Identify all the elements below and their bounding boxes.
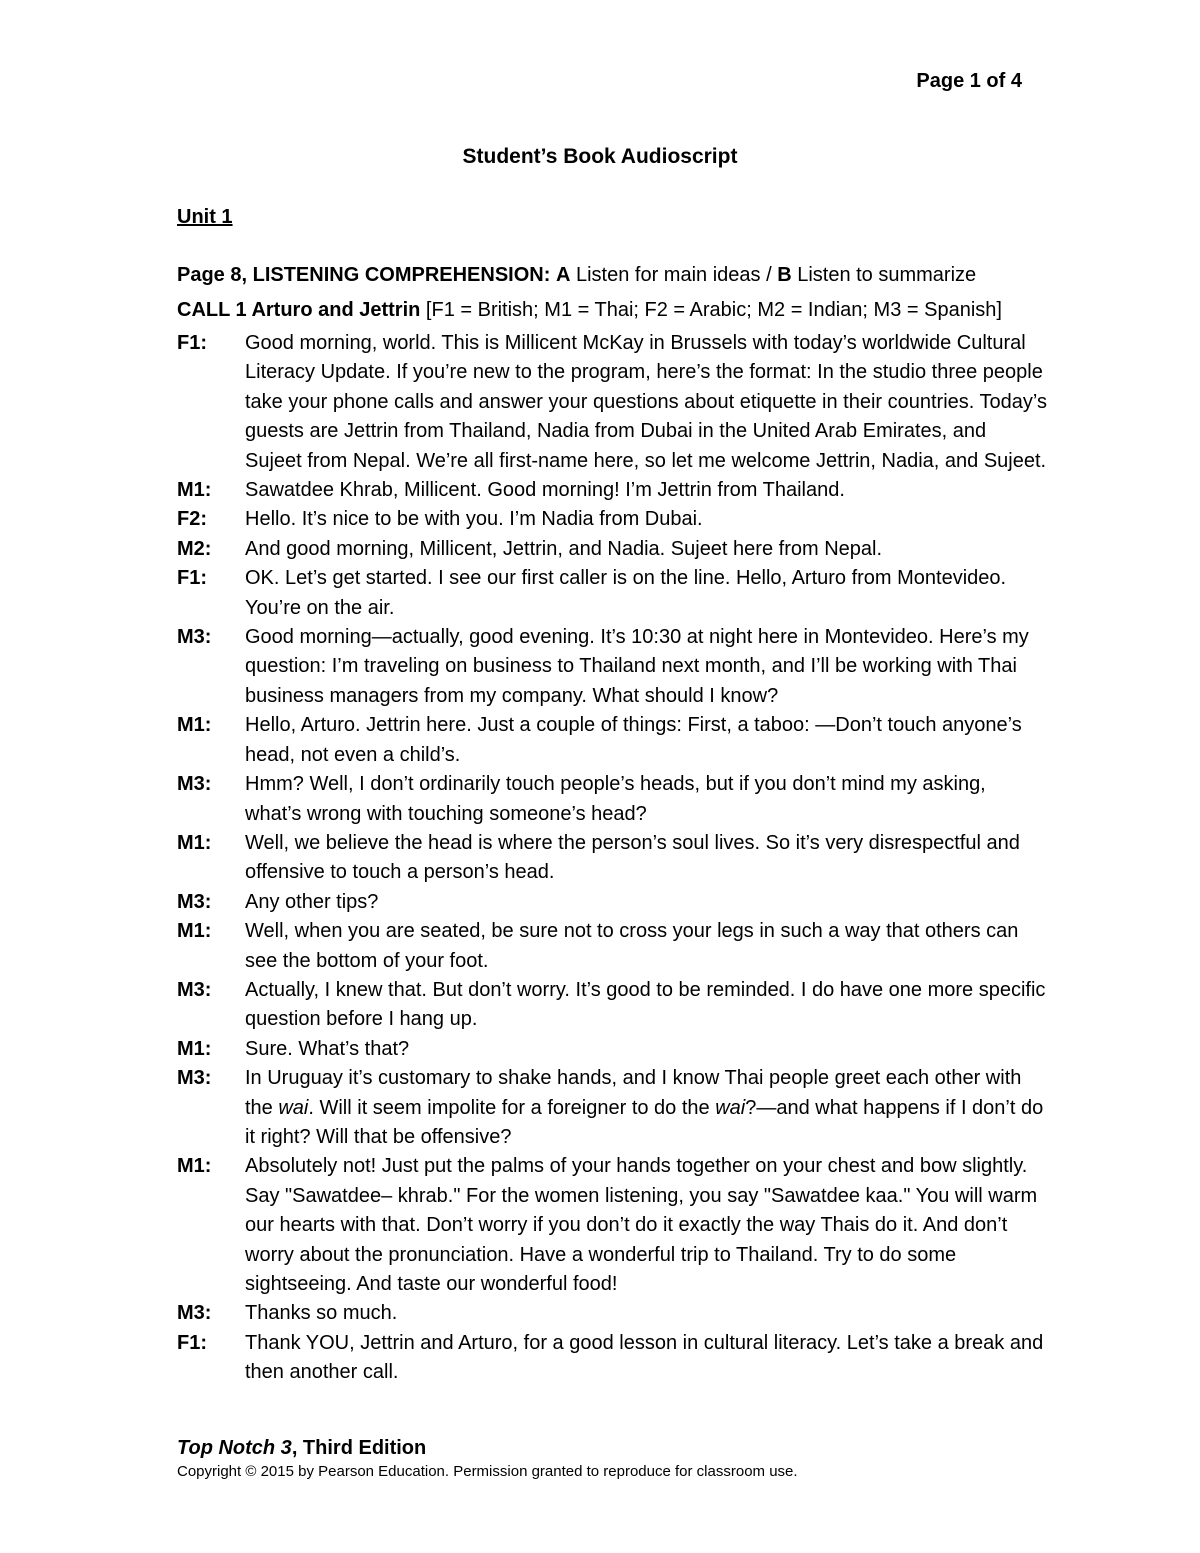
speaker-text: Good morning—actually, good evening. It’s 10:30 at night here in Montevideo. Here’s my question: I’m traveling on business to Thailand next month, and I’ll be working with Thai business managers from my company. What should I know? — [245, 626, 1029, 707]
dialogue-turn — [177, 711, 1047, 770]
dialogue-turn — [177, 505, 1047, 534]
text-segment: ?—and what happens if I don’t do it right? Will that be offensive? — [245, 1096, 1044, 1148]
dialogue-turn — [177, 770, 1047, 829]
speaker-label: M1: — [177, 1037, 212, 1060]
italic-term: wai — [715, 1096, 746, 1119]
page-number: Page 1 of 4 — [916, 70, 1022, 92]
section-label: Page 8, LISTENING COMPREHENSION: — [177, 264, 551, 286]
call-roles: [F1 = British; M1 = Thai; F2 = Arabic; M2 = Indian; M3 = Spanish] — [425, 299, 1002, 321]
speaker-label: M1: — [177, 1155, 212, 1178]
section-b-letter: B — [777, 264, 792, 286]
dialogue-turn — [177, 564, 1047, 623]
speaker-text: Actually, I knew that. But don’t worry. It’s good to be reminded. I do have one more specific question before I hang up. — [245, 978, 1046, 1031]
speaker-text: And good morning, Millicent, Jettrin, and Nadia. Sujeet here from Nepal. — [245, 537, 883, 560]
speaker-label: M1: — [177, 479, 212, 502]
speaker-label: M3: — [177, 890, 212, 913]
footer-edition: , Third Edition — [291, 1437, 427, 1459]
dialogue-turn — [177, 1152, 1047, 1299]
section-heading — [177, 264, 976, 287]
dialogue-turn — [177, 623, 1047, 711]
speaker-text: Well, we believe the head is where the person’s soul lives. So it’s very disrespectful and offensive to touch a person’s head. — [245, 831, 1020, 884]
speaker-text: Good morning, world. This is Millicent McKay in Brussels with today’s worldwide Cultural Literacy Update. If you’re new to the program, here’s the format: In the studio three people take your phone calls and answer your questions about etiquette in their countries. Today’s guests are Jettrin from Thailand, Nadia from Dubai in the United Arab Emirates, and Sujeet from Nepal. We’re all first-name here, so let me welcome Jettrin, Nadia, and Sujeet. — [245, 332, 1047, 472]
dialogue-turn — [177, 1299, 1047, 1328]
dialogue-turn — [177, 976, 1047, 1035]
dialogue-turn — [177, 329, 1047, 476]
speaker-text: Well, when you are seated, be sure not to cross your legs in such a way that others can see the bottom of your foot. — [245, 920, 1019, 972]
dialogue-turn — [177, 829, 1047, 888]
dialogue-turn — [177, 1329, 1047, 1388]
speaker-label: M1: — [177, 714, 212, 737]
speaker-text: Absolutely not! Just put the palms of your hands together on your chest and bow slightly. Say "Sawatdee– khrab." For the women listening, you say "Sawatdee kaa." You will warm our hearts with that. Don’t worry if you don’t do it exactly the way Thais do it. And don’t worry about the pronunciation. Have a wonderful trip to Thailand. Try to do some sightseeing. And taste our wonderful food! — [245, 1155, 1038, 1295]
speaker-text: Thank YOU, Jettrin and Arturo, for a good lesson in cultural literacy. Let’s take a break and then another call. — [245, 1331, 1044, 1384]
speaker-label: M3: — [177, 1302, 212, 1325]
unit-heading: Unit 1 — [177, 206, 233, 228]
dialogue — [177, 329, 1047, 1388]
dialogue-turn — [177, 476, 1047, 505]
speaker-text: Any other tips? — [245, 890, 379, 913]
speaker-text: Sawatdee Khrab, Millicent. Good morning! I’m Jettrin from Thailand. — [245, 479, 845, 502]
dialogue-turn — [177, 535, 1047, 564]
speaker-label: M3: — [177, 978, 212, 1001]
speaker-label: F2: — [177, 508, 207, 531]
text-segment: In Uruguay it’s customary to shake hands, and I know Thai people greet each other with the — [245, 1067, 1022, 1119]
speaker-text: Hello, Arturo. Jettrin here. Just a couple of things: First, a taboo: ―Don’t touch anyone’s head, not even a child’s. — [245, 714, 1022, 766]
speaker-text: OK. Let’s get started. I see our first caller is on the line. Hello, Arturo from Montevideo. You’re on the air. — [245, 567, 1007, 619]
speaker-label: F1: — [177, 1331, 207, 1354]
speaker-label: M3: — [177, 1067, 212, 1090]
speaker-label: M3: — [177, 773, 212, 796]
footer-book-name: Top Notch 3 — [177, 1437, 292, 1459]
call-heading — [177, 299, 1002, 322]
dialogue-turn — [177, 888, 1047, 917]
speaker-label: F1: — [177, 332, 207, 354]
speaker-label: M1: — [177, 920, 212, 943]
speaker-label: F1: — [177, 567, 207, 590]
dialogue-turn — [177, 1035, 1047, 1064]
speaker-text — [245, 1064, 1047, 1152]
text-segment: . Will it seem impolite for a foreigner to do the — [308, 1096, 716, 1119]
speaker-label: M1: — [177, 831, 212, 854]
document-title: Student’s Book Audioscript — [462, 145, 738, 168]
dialogue-turn — [177, 917, 1047, 976]
section-b-text: Listen to summarize — [797, 264, 977, 286]
speaker-label: M2: — [177, 537, 212, 560]
italic-term: wai — [278, 1096, 309, 1119]
footer-book-title — [177, 1437, 426, 1460]
section-a-letter: A — [555, 264, 571, 286]
dialogue-turn — [177, 1064, 1047, 1152]
section-a-text: Listen for main ideas / — [575, 264, 772, 286]
speaker-text: Thanks so much. — [245, 1302, 398, 1325]
speaker-text: Sure. What’s that? — [245, 1037, 410, 1060]
speaker-text: Hello. It’s nice to be with you. I’m Nadia from Dubai. — [245, 508, 703, 531]
speaker-text: Hmm? Well, I don’t ordinarily touch people’s heads, but if you don’t mind my asking, what’s wrong with touching someone’s head? — [245, 773, 986, 825]
speaker-label: M3: — [177, 626, 212, 649]
call-title: CALL 1 Arturo and Jettrin — [177, 299, 421, 321]
copyright-notice: Copyright © 2015 by Pearson Education. Permission granted to reproduce for classroom use. — [177, 1463, 798, 1480]
